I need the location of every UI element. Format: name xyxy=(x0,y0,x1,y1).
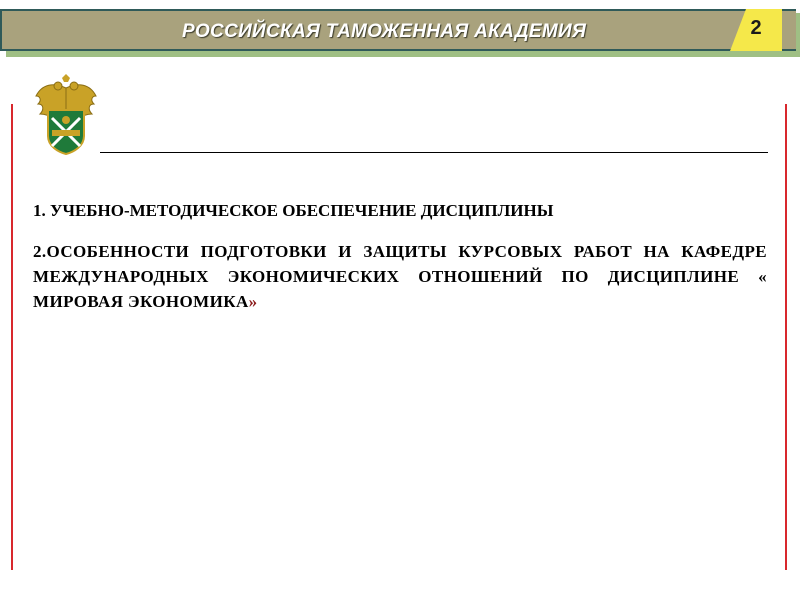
list-item-1: 1. УЧЕБНО-МЕТОДИЧЕСКОЕ ОБЕСПЕЧЕНИЕ ДИСЦИПЛИНЫ xyxy=(33,201,554,220)
slide-content xyxy=(33,198,767,314)
customs-academy-emblem-icon xyxy=(32,74,100,158)
page-number-badge xyxy=(730,9,782,51)
list-item-2-text: 2.ОСОБЕННОСТИ ПОДГОТОВКИ И ЗАЩИТЫ КУРСОВЫХ РАБОТ НА КАФЕДРЕ МЕЖДУНАРОДНЫХ ЭКОНОМИЧЕСКИХ ОТНОШЕНИЙ ПО ДИСЦИПЛИНЕ « МИРОВАЯ ЭКОНОМИКА xyxy=(33,242,767,311)
header-banner xyxy=(0,9,796,51)
header-title: РОССИЙСКАЯ ТАМОЖЕННАЯ АКАДЕМИЯ xyxy=(182,21,587,42)
right-red-rule xyxy=(785,104,787,570)
page-number: 2 xyxy=(750,17,762,39)
list-item-2 xyxy=(33,239,767,314)
horizontal-divider xyxy=(100,152,768,153)
left-red-rule xyxy=(11,104,13,570)
list-item-2-close-quote: » xyxy=(248,292,258,311)
